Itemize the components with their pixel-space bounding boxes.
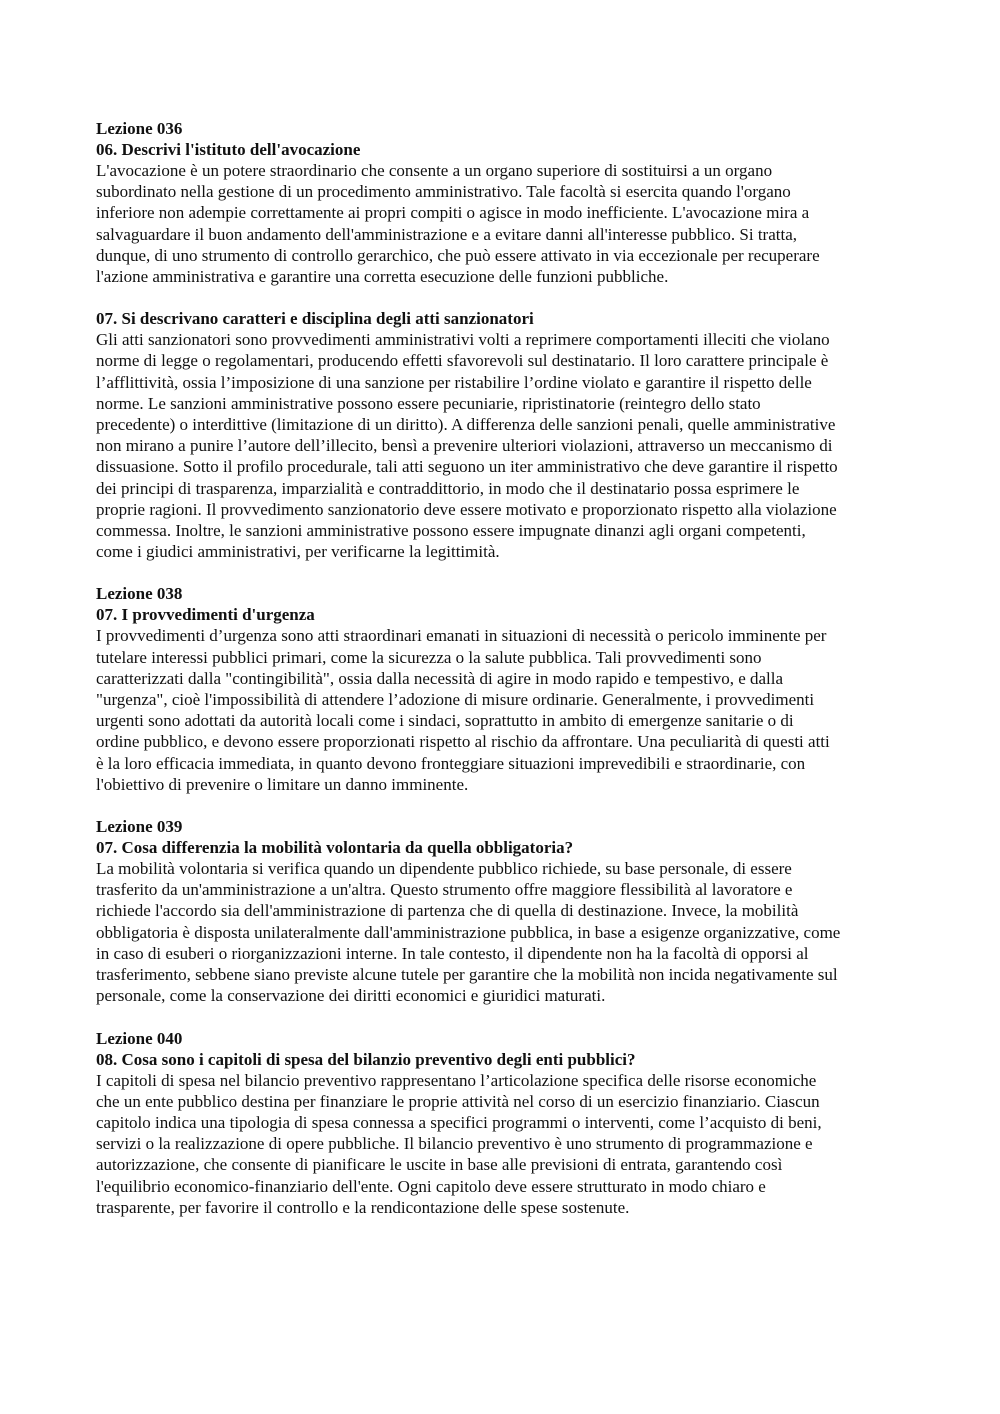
answer-line: La mobilità volontaria si verifica quando un dipendente pubblico richiede, su base personale, di essere xyxy=(96,859,792,879)
answer-line: subordinato nella gestione di un procedimento amministrativo. Tale facoltà si esercita quando l'organo xyxy=(96,182,791,202)
section-atti-sanzionatori xyxy=(96,308,916,562)
answer-line: l’afflittività, ossia l’imposizione di una sanzione per ristabilire l’ordine violato e garantire il rispetto delle xyxy=(96,372,812,392)
answer-paragraph xyxy=(96,625,916,795)
lesson-heading: Lezione 036 xyxy=(96,119,183,138)
section-lezione-039 xyxy=(96,816,916,1006)
answer-line: inferiore non adempie correttamente ai propri compiti o agisce in modo inefficiente. L'avocazione mira a xyxy=(96,203,810,223)
answer-line: caratterizzati dalla "contingibilità", ossia dalla necessità di agire in modo rapido e tempestivo, e dalla xyxy=(96,668,784,688)
answer-line: norme. Le sanzioni amministrative possono essere pecuniarie, ripristinatorie (reintegro dello stato xyxy=(96,393,761,413)
answer-line: norme di legge o regolamentari, producendo effetti sfavorevoli sul destinatario. Il loro carattere principale è xyxy=(96,351,829,371)
answer-line: l'equilibrio economico-finanziario dell'ente. Ogni capitolo deve essere strutturato in modo chiaro e xyxy=(96,1176,766,1196)
section-lezione-040 xyxy=(96,1028,916,1218)
answer-paragraph xyxy=(96,329,916,562)
answer-line: come i giudici amministrativi, per verificarne la legittimità. xyxy=(96,542,500,562)
answer-line: salvaguardare il buon andamento dell'amministrazione e a evitare danni all'interesse pubblico. Si tratta, xyxy=(96,224,797,244)
question-heading: 07. I provvedimenti d'urgenza xyxy=(96,605,315,625)
answer-line: trasferito da un'amministrazione a un'altra. Questo strumento offre maggiore flessibilità al lavoratore e xyxy=(96,880,793,900)
answer-line: proprie ragioni. Il provvedimento sanzionatorio deve essere motivato e proporzionato rispetto alla violazione xyxy=(96,499,837,519)
section-lezione-038 xyxy=(96,583,916,795)
answer-line: commessa. Inoltre, le sanzioni amministrative possono essere impugnate dinanzi agli organi competenti, xyxy=(96,521,806,541)
answer-line: non mirano a punire l’autore dell’illecito, bensì a prevenire ulteriori violazioni, attraverso un meccanismo di xyxy=(96,436,833,456)
lesson-heading: Lezione 039 xyxy=(96,817,183,837)
answer-line: l'obiettivo di prevenire o limitare un danno imminente. xyxy=(96,774,469,794)
answer-line: urgenti sono adottati da autorità locali come i sindaci, soprattutto in ambito di emergenze sanitarie o di xyxy=(96,711,794,731)
answer-line: I provvedimenti d’urgenza sono atti straordinari emanati in situazioni di necessità o pericolo imminente per xyxy=(96,626,827,646)
lesson-heading: Lezione 040 xyxy=(96,1028,183,1048)
question-heading: 07. Si descrivano caratteri e disciplina degli atti sanzionatori xyxy=(96,309,534,329)
answer-line: precedente) o interdittive (limitazione di un diritto). A differenza delle sanzioni penali, quelle amministrative xyxy=(96,415,836,435)
question-heading: 08. Cosa sono i capitoli di spesa del bilanzio preventivo degli enti pubblici? xyxy=(96,1049,636,1069)
answer-paragraph xyxy=(96,1070,916,1218)
answer-paragraph xyxy=(96,858,916,1006)
answer-line: dunque, di uno strumento di controllo gerarchico, che può essere attivato in via eccezionale per recuperare xyxy=(96,245,820,265)
answer-line: richiede l'accordo sia dell'amministrazione di partenza che di quella di destinazione. Invece, la mobilità xyxy=(96,901,799,921)
question-heading: 07. Cosa differenzia la mobilità volontaria da quella obbligatoria? xyxy=(96,838,574,858)
answer-line: ordine pubblico, e devono essere proporzionati rispetto al rischio da affrontare. Una peculiarità di questi atti xyxy=(96,732,830,752)
answer-line: "urgenza", cioè l'impossibilità di attendere l’adozione di misure ordinarie. Generalmente, i provvedimenti xyxy=(96,690,815,710)
answer-line: trasferimento, sebbene siano previste alcune tutele per garantire che la mobilità non incida negativamente sul xyxy=(96,965,838,985)
answer-line: servizi o la realizzazione di opere pubbliche. Il bilancio preventivo è uno strumento di programmazione e xyxy=(96,1134,813,1154)
answer-line: l'azione amministrativa e garantire una corretta esecuzione delle funzioni pubbliche. xyxy=(96,267,669,287)
answer-line: Gli atti sanzionatori sono provvedimenti amministrativi volti a reprimere comportamenti illeciti che violano xyxy=(96,330,830,350)
answer-line: dei principi di trasparenza, imparzialità e contraddittorio, in modo che il destinatario possa esprimere le xyxy=(96,478,800,498)
answer-line: obbligatoria è disposta unilateralmente dall'amministrazione pubblica, in base a esigenze organizzative, come xyxy=(96,922,841,942)
answer-line: in caso di esuberi o riorganizzazioni interne. In tale contesto, il dipendente non ha la facoltà di opporsi al xyxy=(96,943,809,963)
answer-line: I capitoli di spesa nel bilancio preventivo rappresentano l’articolazione specifica delle risorse economiche xyxy=(96,1070,817,1090)
answer-line: trasparente, per favorire il controllo e la rendicontazione delle spese sostenute. xyxy=(96,1197,630,1217)
lesson-heading: Lezione 038 xyxy=(96,584,183,604)
document-page xyxy=(96,118,916,1239)
answer-line: autorizzazione, che consente di pianificare le uscite in base alle previsioni di entrata, garantendo così xyxy=(96,1155,783,1175)
answer-line: che un ente pubblico destina per finanziare le proprie attività nel corso di un esercizio finanziario. Ciascun xyxy=(96,1091,820,1111)
answer-line: tutelare interessi pubblici primari, come la sicurezza o la salute pubblica. Tali provvedimenti sono xyxy=(96,647,762,667)
answer-line: dissuasione. Sotto il profilo procedurale, tali atti seguono un iter amministrativo che deve garantire il rispetto xyxy=(96,457,838,477)
answer-line: L'avocazione è un potere straordinario che consente a un organo superiore di sostituirsi a un organo xyxy=(96,161,773,180)
question-heading: 06. Descrivi l'istituto dell'avocazione xyxy=(96,140,361,159)
answer-line: capitolo indica una tipologia di spesa connessa a specifici programmi o interventi, come l’acquisto di beni, xyxy=(96,1112,822,1132)
section-lezione-036 xyxy=(96,118,916,287)
answer-line: personale, come la conservazione dei diritti economici e giuridici maturati. xyxy=(96,986,606,1006)
answer-paragraph xyxy=(96,160,916,287)
answer-line: è la loro efficacia immediata, in quanto devono fronteggiare situazioni imprevedibili e straordinarie, con xyxy=(96,753,806,773)
